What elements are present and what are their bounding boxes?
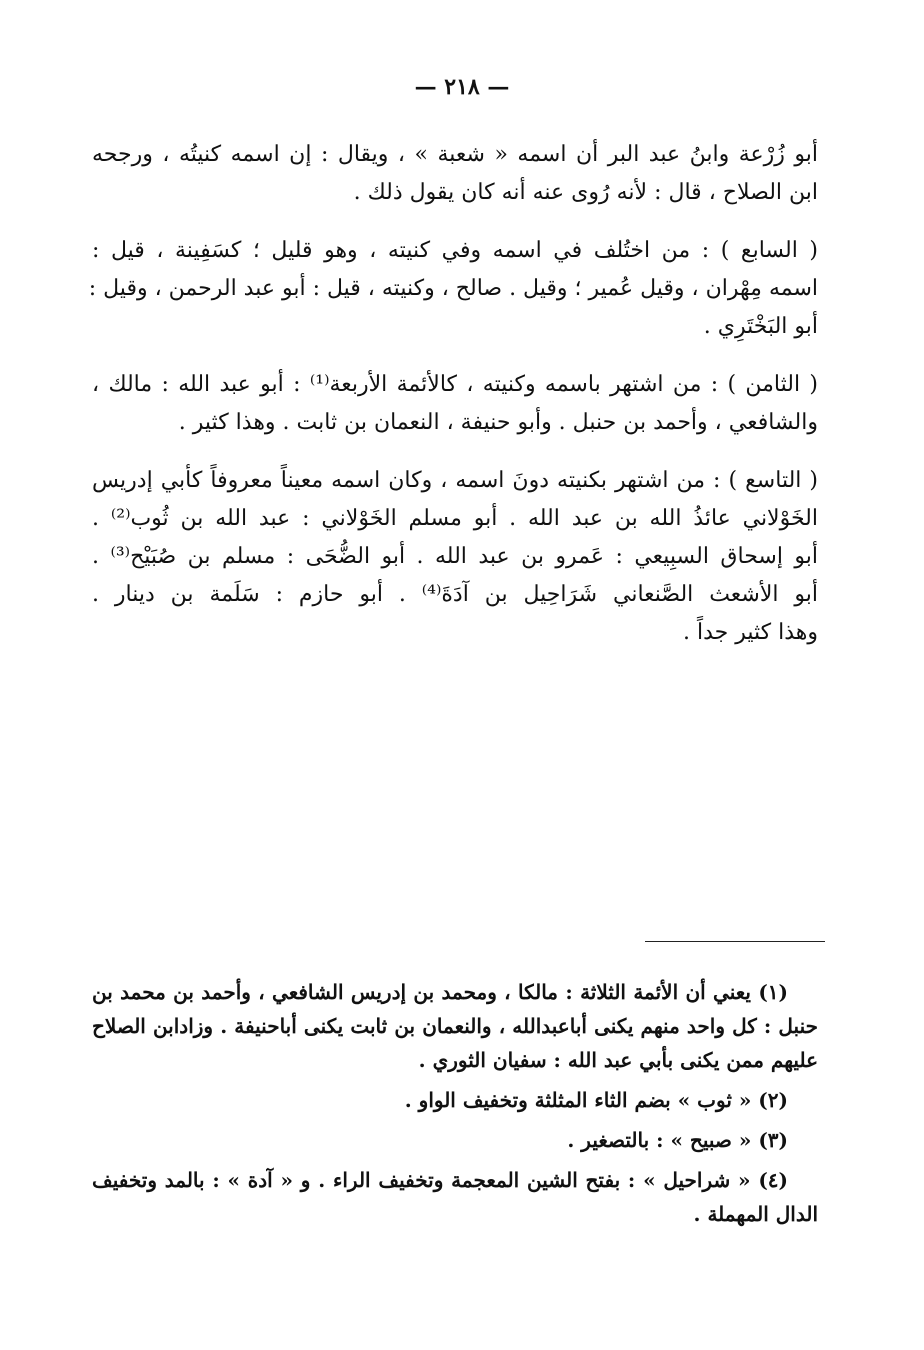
footnote-line: (١) يعني أن الأئمة الثلاثة : مالكا ، ومحمد بن إدريس الشافعي ، وأحمد بن محمد بن <box>92 980 788 1004</box>
footnote-line: (٤) « شراحيل » : بفتح الشين المعجمة وتخفيف الراء . و « آدة » : بالمد وتخفيف <box>92 1168 788 1192</box>
text-line: ( السابع ) : من اختُلف في اسمه وفي كنيته ، وهو قليل ؛ كسَفِينة ، قيل : <box>92 238 818 263</box>
text-line: وهذا كثير جداً . <box>682 620 818 645</box>
footnote-separator <box>645 941 825 942</box>
footnote-4 <box>92 1163 818 1231</box>
text-line: أبو زُرْعة وابنُ عبد البر أن اسمه « شعبة » ، ويقال : إن اسمه كنيتُه ، ورجحه <box>92 142 818 167</box>
footnote-line: (٣) « صبيح » : بالتصغير . <box>567 1128 788 1152</box>
text-line: الخَوْلاني عائذُ الله بن عبد الله . أبو مسلم الخَوْلاني : عبد الله بن ثُوب⁽²⁾ . <box>92 506 818 531</box>
page-number: — ٢١٨ — <box>414 74 510 100</box>
text-line: ( الثامن ) : من اشتهر باسمه وكنيته ، كالأئمة الأربعة⁽¹⁾ : أبو عبد الله : مالك ، <box>92 372 818 397</box>
paragraph-eighth <box>92 366 818 442</box>
footnote-line: حنبل : كل واحد منهم يكنى أباعبدالله ، والنعمان بن ثابت يكنى أباحنيفة . وزادابن الصلاح <box>92 1014 818 1038</box>
footnotes <box>92 975 818 1237</box>
footnote-line: الدال المهملة . <box>693 1202 818 1226</box>
text-line: اسمه مِهْران ، وقيل عُمير ؛ وقيل . صالح ، وكنيته ، قيل : أبو عبد الرحمن ، وقيل : <box>88 276 818 301</box>
main-text <box>88 136 818 672</box>
text-line: أبو إسحاق السبِيعي : عَمرو بن عبد الله . أبو الضُّحَى : مسلم بن صُبَيْح⁽³⁾ . <box>92 544 818 569</box>
text-line: ( التاسع ) : من اشتهر بكنيته دونَ اسمه ، وكان اسمه معيناً معروفاً كأبي إدريس <box>92 468 818 493</box>
footnote-1 <box>92 975 818 1077</box>
text-line: ابن الصلاح ، قال : لأنه رُوى عنه أنه كان يقول ذلك . <box>353 180 818 205</box>
footnote-line: عليهم ممن يكنى بأبي عبد الله : سفيان الثوري . <box>418 1048 818 1072</box>
paragraph-1 <box>92 136 818 212</box>
footnote-2 <box>92 1083 818 1117</box>
paragraph-ninth <box>92 462 818 652</box>
text-line: أبو البَخْتَرِي . <box>703 314 818 339</box>
footnote-line: (٢) « ثوب » بضم الثاء المثلثة وتخفيف الواو . <box>404 1088 788 1112</box>
paragraph-seventh <box>88 232 818 346</box>
footnote-3 <box>92 1123 818 1157</box>
text-line: أبو الأشعث الصَّنعاني شَرَاحِيل بن آدَةَ⁽⁴⁾ . أبو حازم : سَلَمة بن دينار . <box>92 582 818 607</box>
text-line: والشافعي ، وأحمد بن حنبل . وأبو حنيفة ، النعمان بن ثابت . وهذا كثير . <box>178 410 818 435</box>
